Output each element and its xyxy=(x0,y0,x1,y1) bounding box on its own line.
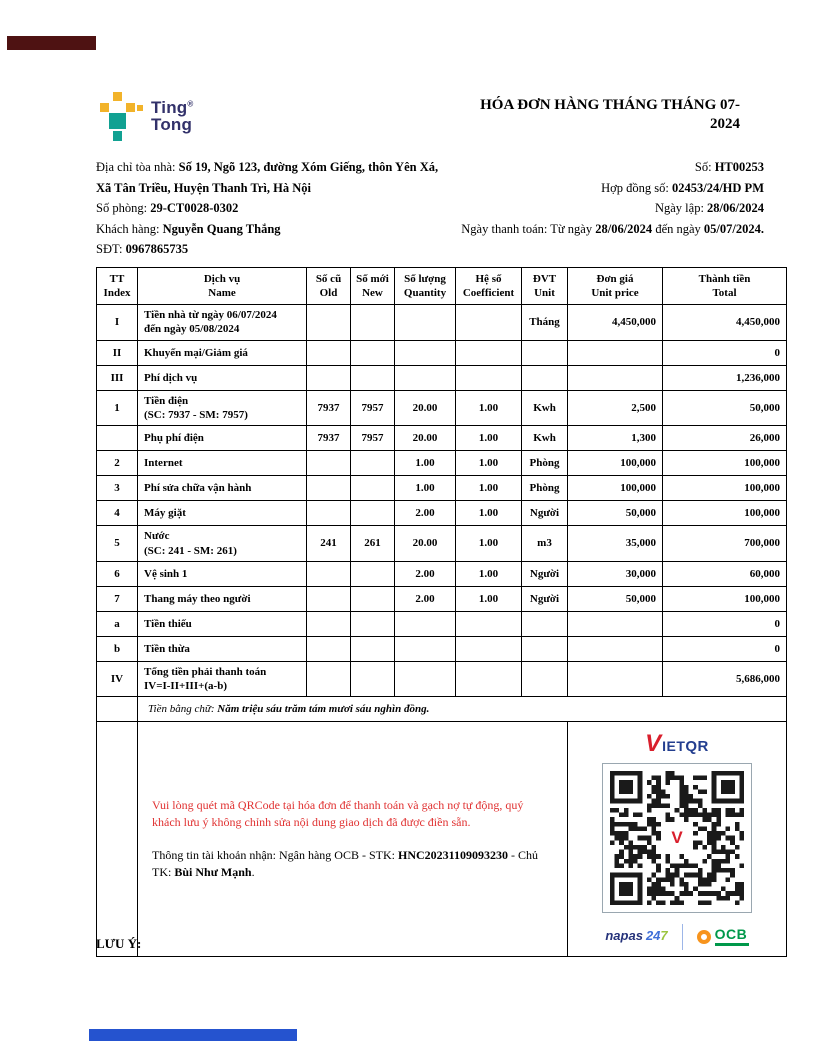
cell-quantity: 2.00 xyxy=(395,586,456,611)
cell-unit: Người xyxy=(522,501,568,526)
cell-unit xyxy=(522,661,568,697)
cell-new: 7957 xyxy=(351,390,395,426)
cell-old xyxy=(307,451,351,476)
cell-index xyxy=(97,426,138,451)
cell-name: Tổng tiền phải thanh toán IV=I-II+III+(a-b) xyxy=(138,661,307,697)
cell-unit: m3 xyxy=(522,526,568,562)
tingtong-logo-icon xyxy=(96,92,144,141)
invoice-header xyxy=(96,92,786,141)
cell-coefficient xyxy=(456,611,522,636)
cell-index: 1 xyxy=(97,390,138,426)
cell-quantity: 1.00 xyxy=(395,476,456,501)
cell-name: Tiền điện (SC: 7937 - SM: 7957) xyxy=(138,390,307,426)
invoice-title-line2: 2024 xyxy=(710,116,740,133)
cell-coefficient xyxy=(456,305,522,341)
cell-unit-price: 50,000 xyxy=(568,586,663,611)
payment-instructions-cell xyxy=(138,722,568,956)
cell-unit-price xyxy=(568,661,663,697)
cell-total: 26,000 xyxy=(663,426,787,451)
cell-quantity xyxy=(395,611,456,636)
cell-quantity xyxy=(395,365,456,390)
ocb-logo-icon xyxy=(697,930,711,944)
invoice-table-rows xyxy=(97,305,787,697)
cell-coefficient: 1.00 xyxy=(456,526,522,562)
invoice-table xyxy=(96,267,787,957)
tingtong-logo xyxy=(96,92,193,141)
cell-unit-price: 30,000 xyxy=(568,561,663,586)
cell-old xyxy=(307,661,351,697)
cell-unit xyxy=(522,636,568,661)
cell-new xyxy=(351,476,395,501)
col-header-quantity: Số lượng Quantity xyxy=(395,267,456,305)
invoice-number: Số: HT00253 xyxy=(694,160,764,174)
cell-index: II xyxy=(97,340,138,365)
invoice-info xyxy=(96,157,786,260)
cell-name: Phí dịch vụ xyxy=(138,365,307,390)
table-row xyxy=(97,661,787,697)
issue-date: Ngày lập: 28/06/2024 xyxy=(654,201,764,215)
info-row-3 xyxy=(96,198,764,219)
cell-total: 100,000 xyxy=(663,451,787,476)
cell-total: 60,000 xyxy=(663,561,787,586)
cell-unit-price xyxy=(568,636,663,661)
cell-new: 261 xyxy=(351,526,395,562)
cell-unit-price: 100,000 xyxy=(568,476,663,501)
table-row xyxy=(97,636,787,661)
cell-name: Thang máy theo người xyxy=(138,586,307,611)
cell-total: 0 xyxy=(663,636,787,661)
cell-new xyxy=(351,305,395,341)
header-row xyxy=(97,267,787,305)
col-header-unit: ĐVT Unit xyxy=(522,267,568,305)
cell-new xyxy=(351,340,395,365)
cell-unit-price xyxy=(568,340,663,365)
footer-note: LƯU Ý: xyxy=(96,936,142,951)
cell-index: 3 xyxy=(97,476,138,501)
cell-unit xyxy=(522,365,568,390)
cell-new: 7957 xyxy=(351,426,395,451)
cell-index: 7 xyxy=(97,586,138,611)
ocb-logo-subtext xyxy=(715,943,749,946)
cell-new xyxy=(351,561,395,586)
cell-name: Khuyến mại/Giảm giá xyxy=(138,340,307,365)
table-row xyxy=(97,365,787,390)
cell-old xyxy=(307,636,351,661)
logo-line2: Tong xyxy=(151,114,193,134)
cell-unit-price: 1,300 xyxy=(568,426,663,451)
cell-coefficient: 1.00 xyxy=(456,451,522,476)
cell-unit: Người xyxy=(522,561,568,586)
redaction-bar-footer xyxy=(89,1029,297,1041)
cell-quantity xyxy=(395,661,456,697)
cell-unit-price: 2,500 xyxy=(568,390,663,426)
cell-index: IV xyxy=(97,661,138,697)
cell-total: 100,000 xyxy=(663,476,787,501)
ocb-logo: OCB xyxy=(697,927,749,946)
info-row-4 xyxy=(96,219,764,240)
cell-name: Tiền thừa xyxy=(138,636,307,661)
cell-total: 4,450,000 xyxy=(663,305,787,341)
payment-period: Ngày thanh toán: Từ ngày 28/06/2024 đến ngày 05/07/2024. xyxy=(461,221,764,236)
cell-quantity xyxy=(395,305,456,341)
cell-new xyxy=(351,661,395,697)
cell-index: a xyxy=(97,611,138,636)
cell-unit: Người xyxy=(522,586,568,611)
cell-coefficient xyxy=(456,636,522,661)
table-row xyxy=(97,501,787,526)
cell-new xyxy=(351,636,395,661)
cell-unit xyxy=(522,340,568,365)
bank-logos xyxy=(568,924,786,950)
cell-quantity xyxy=(395,340,456,365)
col-header-unit-price: Đơn giá Unit price xyxy=(568,267,663,305)
cell-old: 7937 xyxy=(307,426,351,451)
cell-quantity: 20.00 xyxy=(395,426,456,451)
cell-quantity: 2.00 xyxy=(395,501,456,526)
cell-name: Phí sửa chữa vận hành xyxy=(138,476,307,501)
cell-old xyxy=(307,561,351,586)
cell-new xyxy=(351,611,395,636)
cell-old xyxy=(307,586,351,611)
cell-quantity: 20.00 xyxy=(395,526,456,562)
bank-account-info: Thông tin tài khoản nhận: Ngân hàng OCB - STK: HNC20231109093230 - Chủ TK: Bùi Như Mạnh. xyxy=(152,848,538,879)
cell-quantity: 2.00 xyxy=(395,561,456,586)
table-row xyxy=(97,561,787,586)
cell-name: Phụ phí điện xyxy=(138,426,307,451)
tingtong-logo-text xyxy=(151,97,194,134)
cell-coefficient: 1.00 xyxy=(456,426,522,451)
invoice-title-line1: HÓA ĐƠN HÀNG THÁNG THÁNG 07- xyxy=(480,97,740,113)
qr-code-cell xyxy=(568,722,787,956)
cell-coefficient: 1.00 xyxy=(456,586,522,611)
table-row xyxy=(97,586,787,611)
cell-name: Tiền thiếu xyxy=(138,611,307,636)
amount-in-words-row xyxy=(97,697,787,722)
building-address-line2: Xã Tân Triều, Huyện Thanh Trì, Hà Nội xyxy=(96,180,311,195)
amount-in-words: Tiền bằng chữ: Năm triệu sáu trăm tám mươi sáu nghìn đồng. xyxy=(138,697,787,722)
cell-name: Nước (SC: 241 - SM: 261) xyxy=(138,526,307,562)
cell-new xyxy=(351,451,395,476)
cell-empty xyxy=(97,697,138,722)
cell-old xyxy=(307,501,351,526)
cell-coefficient xyxy=(456,365,522,390)
cell-unit: Kwh xyxy=(522,390,568,426)
cell-coefficient: 1.00 xyxy=(456,390,522,426)
cell-empty xyxy=(97,722,138,956)
cell-index: 6 xyxy=(97,561,138,586)
table-row xyxy=(97,340,787,365)
cell-old xyxy=(307,365,351,390)
cell-index: 4 xyxy=(97,501,138,526)
cell-unit: Kwh xyxy=(522,426,568,451)
col-header-name: Dịch vụ Name xyxy=(138,267,307,305)
cell-total: 5,686,000 xyxy=(663,661,787,697)
col-header-old: Số cũ Old xyxy=(307,267,351,305)
qr-row xyxy=(97,722,787,956)
cell-total: 50,000 xyxy=(663,390,787,426)
cell-total: 0 xyxy=(663,340,787,365)
cell-quantity xyxy=(395,636,456,661)
cell-coefficient: 1.00 xyxy=(456,501,522,526)
table-row xyxy=(97,611,787,636)
contract-number: Hợp đồng số: 02453/24/HD PM xyxy=(601,180,764,195)
cell-old: 7937 xyxy=(307,390,351,426)
cell-new xyxy=(351,501,395,526)
qr-center-logo: V xyxy=(665,826,689,850)
qr-code xyxy=(602,763,752,913)
table-row xyxy=(97,526,787,562)
napas-247-logo: napas 247 xyxy=(605,928,668,944)
cell-unit: Phòng xyxy=(522,451,568,476)
cell-total: 700,000 xyxy=(663,526,787,562)
table-row xyxy=(97,305,787,341)
cell-old: 241 xyxy=(307,526,351,562)
info-row-5 xyxy=(96,239,764,260)
cell-index: 5 xyxy=(97,526,138,562)
cell-unit: Phòng xyxy=(522,476,568,501)
col-header-coefficient: Hệ số Coefficient xyxy=(456,267,522,305)
cell-coefficient: 1.00 xyxy=(456,561,522,586)
cell-coefficient xyxy=(456,661,522,697)
cell-coefficient xyxy=(456,340,522,365)
cell-index: b xyxy=(97,636,138,661)
cell-old xyxy=(307,305,351,341)
cell-unit-price: 50,000 xyxy=(568,501,663,526)
logo-registered-mark: ® xyxy=(187,99,194,109)
cell-quantity: 1.00 xyxy=(395,451,456,476)
table-row xyxy=(97,390,787,426)
cell-new xyxy=(351,586,395,611)
cell-name: Tiền nhà từ ngày 06/07/2024 đến ngày 05/08/2024 xyxy=(138,305,307,341)
vietqr-logo: V IET QR xyxy=(645,730,709,758)
col-header-index: TT Index xyxy=(97,267,138,305)
table-row xyxy=(97,476,787,501)
table-row xyxy=(97,426,787,451)
cell-unit-price xyxy=(568,611,663,636)
cell-unit xyxy=(522,611,568,636)
cell-quantity: 20.00 xyxy=(395,390,456,426)
bank-account-holder: Bùi Như Mạnh xyxy=(174,864,252,879)
logo-line1: Ting xyxy=(151,97,188,117)
info-row-1 xyxy=(96,157,764,178)
col-header-new: Số mới New xyxy=(351,267,395,305)
customer-name: Khách hàng: Nguyễn Quang Thắng xyxy=(96,221,281,236)
cell-unit-price: 35,000 xyxy=(568,526,663,562)
cell-index: 2 xyxy=(97,451,138,476)
invoice-page xyxy=(96,92,786,957)
cell-old xyxy=(307,611,351,636)
invoice-table-footer xyxy=(97,697,787,956)
cell-index: III xyxy=(97,365,138,390)
cell-total: 1,236,000 xyxy=(663,365,787,390)
col-header-total: Thành tiền Total xyxy=(663,267,787,305)
cell-unit-price: 4,450,000 xyxy=(568,305,663,341)
room-number: Số phòng: 29-CT0028-0302 xyxy=(96,201,239,215)
cell-index: I xyxy=(97,305,138,341)
cell-new xyxy=(351,365,395,390)
cell-coefficient: 1.00 xyxy=(456,476,522,501)
cell-name: Máy giặt xyxy=(138,501,307,526)
bank-account-number: HNC20231109093230 xyxy=(397,848,508,863)
cell-unit: Tháng xyxy=(522,305,568,341)
cell-old xyxy=(307,476,351,501)
table-row xyxy=(97,451,787,476)
bank-logo-divider xyxy=(682,924,683,950)
cell-name: Internet xyxy=(138,451,307,476)
info-row-2 xyxy=(96,178,764,199)
redaction-bar-header xyxy=(7,36,96,50)
cell-total: 0 xyxy=(663,611,787,636)
cell-total: 100,000 xyxy=(663,586,787,611)
cell-name: Vệ sinh 1 xyxy=(138,561,307,586)
cell-old xyxy=(307,340,351,365)
building-address-line1: Địa chỉ tòa nhà: Số 19, Ngõ 123, đường Xóm Giếng, thôn Yên Xá, xyxy=(96,160,439,174)
cell-unit-price: 100,000 xyxy=(568,451,663,476)
cell-unit-price xyxy=(568,365,663,390)
invoice-table-head xyxy=(97,267,787,305)
customer-phone: SĐT: 0967865735 xyxy=(96,242,189,256)
cell-total: 100,000 xyxy=(663,501,787,526)
invoice-title xyxy=(480,92,786,134)
qr-payment-notice: Vui lòng quét mã QRCode tại hóa đơn để thanh toán và gạch nợ tự động, quý khách lưu ý không chỉnh sửa nội dung giao dịch đã được điền sẵn. xyxy=(152,798,524,830)
